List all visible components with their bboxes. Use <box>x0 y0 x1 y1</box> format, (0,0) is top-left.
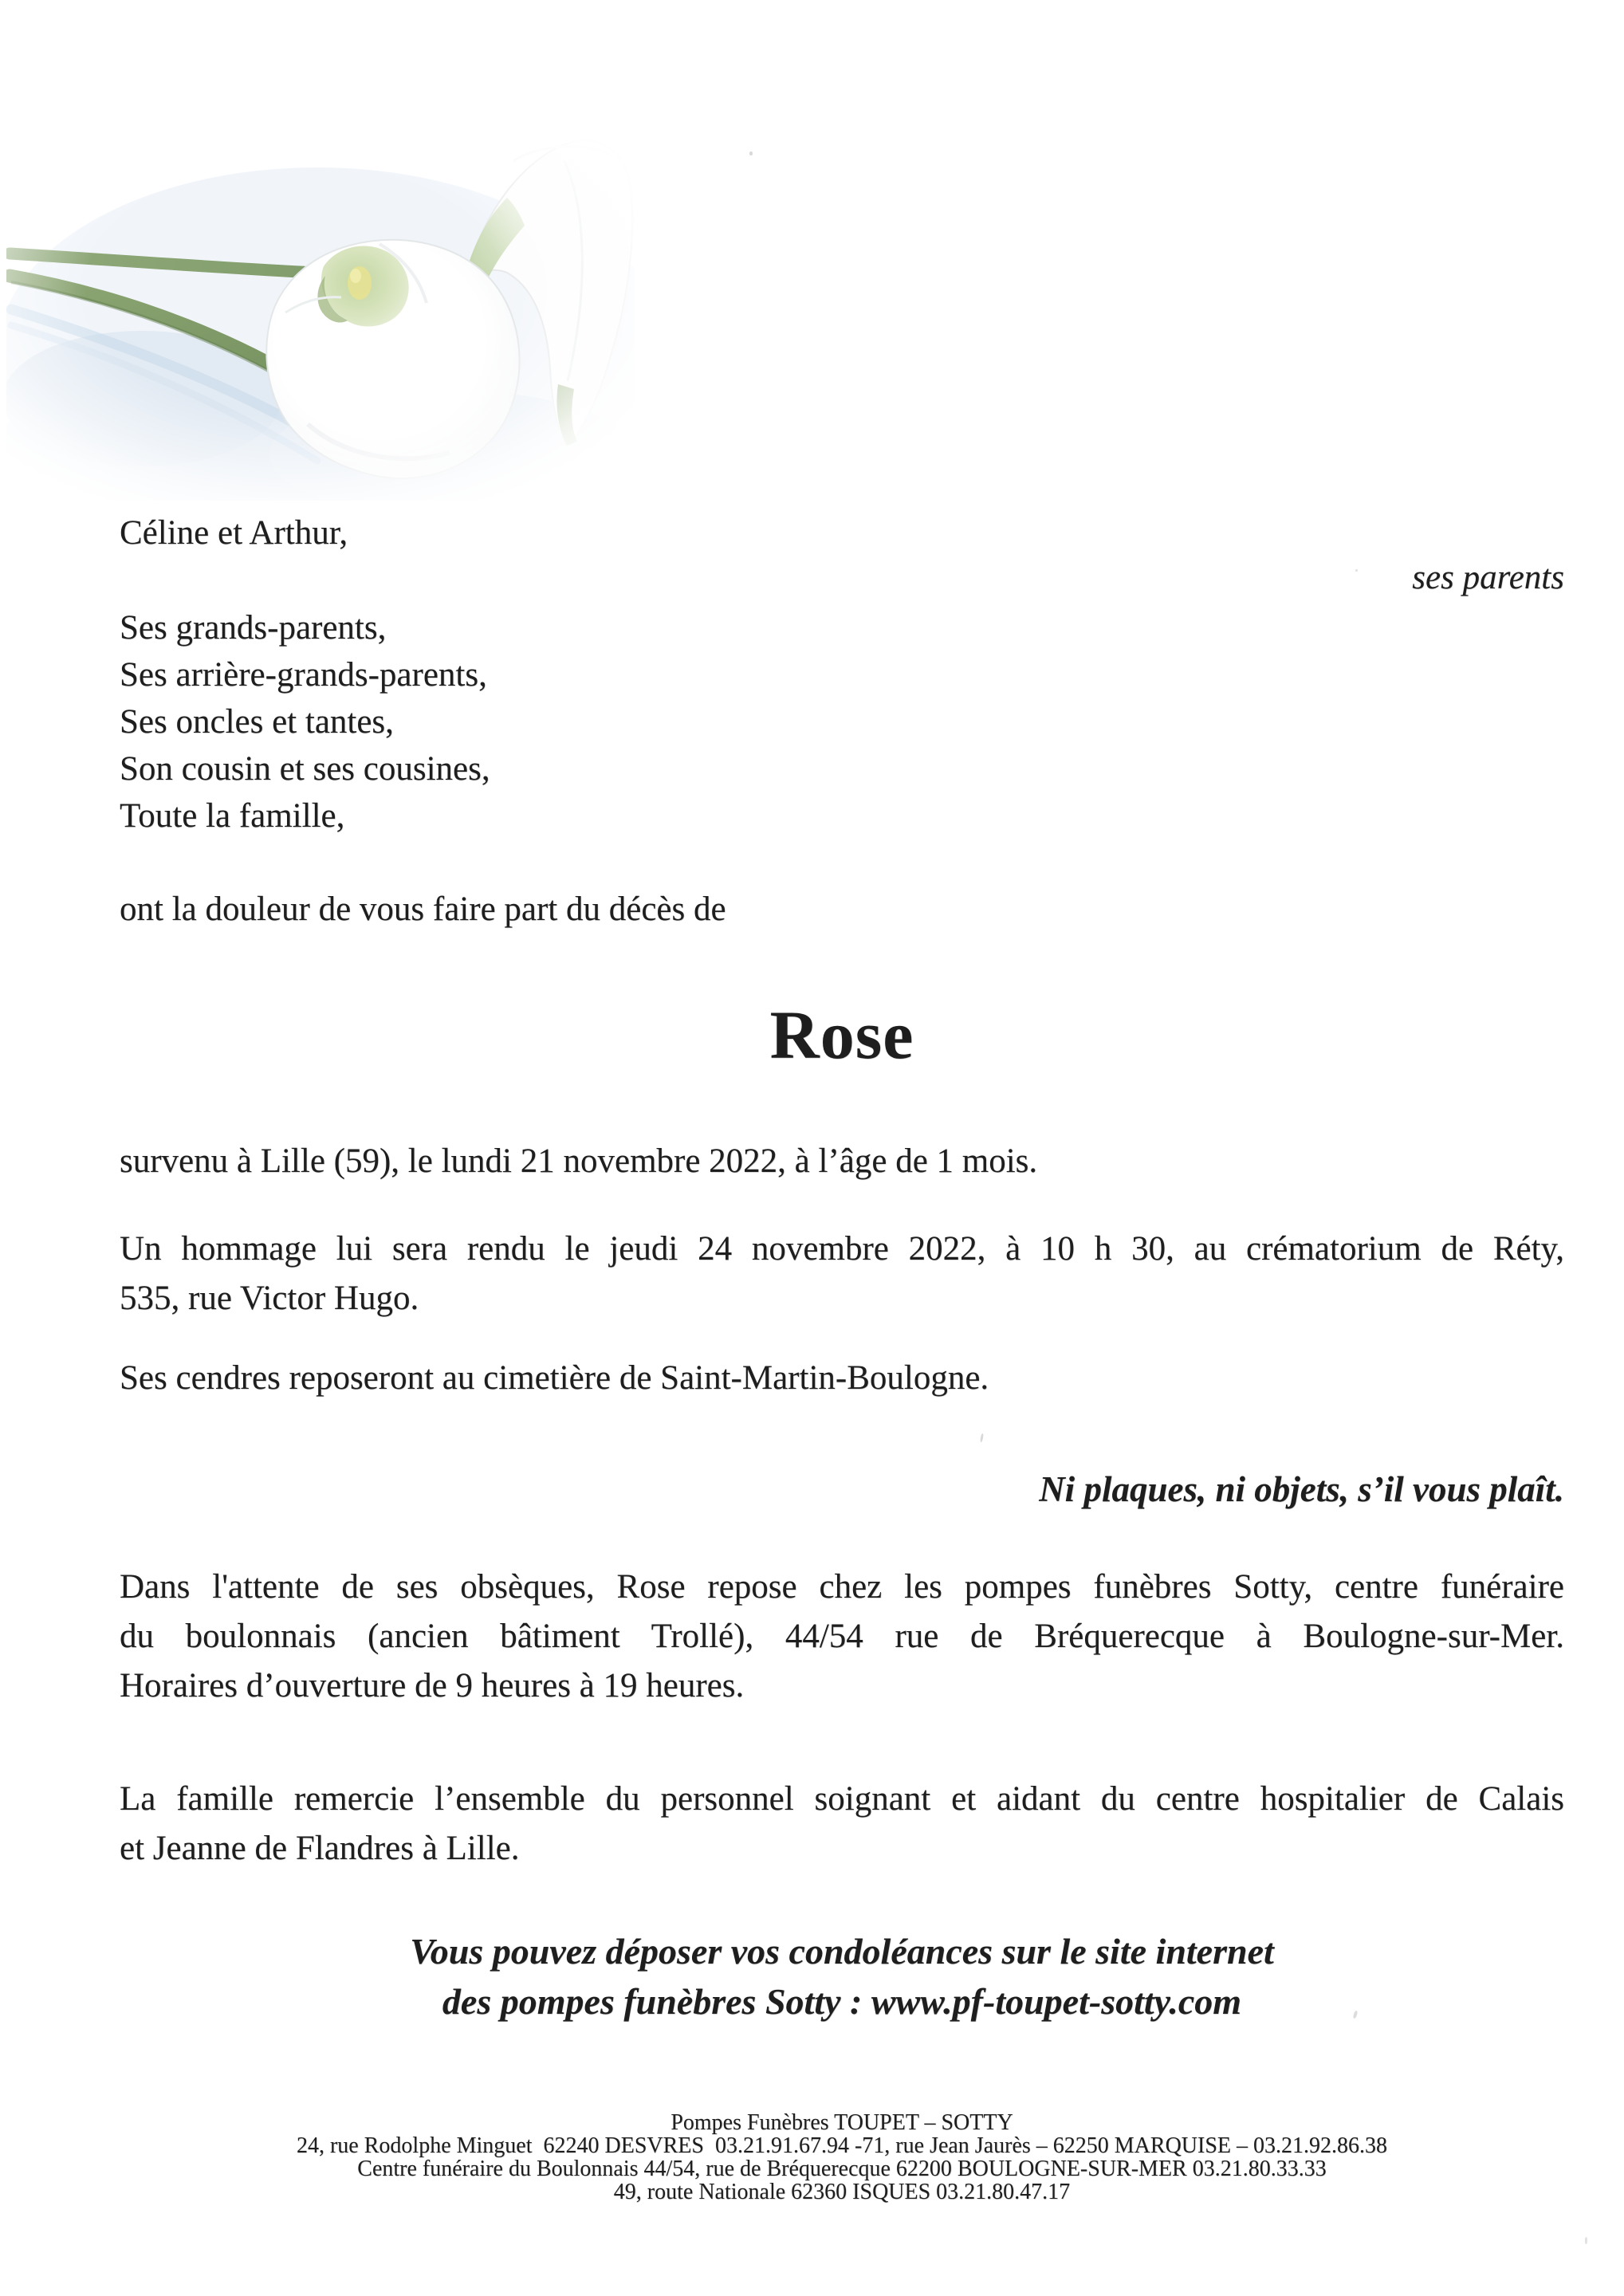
footer-address-line: Centre funéraire du Boulonnais 44/54, rue de Bréquerecque 62200 BOULOGNE-SUR-MER 03.21.80.33.33 <box>357 2156 1327 2181</box>
repose-line: Dans l'attente de ses obsèques, Rose repose chez les pompes funèbres Sotty, centre funéraire <box>120 1568 1564 1606</box>
scan-artifact-mark <box>1585 2237 1587 2244</box>
thanks-paragraph <box>120 1775 1564 1873</box>
repose-line: du boulonnais (ancien bâtiment Trollé), 44/54 rue de Bréquerecque à Boulogne-sur-Mer. <box>120 1618 1564 1655</box>
family-line: Son cousin et ses cousines, <box>120 750 490 788</box>
family-line: Ses arrière-grands-parents, <box>120 656 487 694</box>
thanks-line: La famille remercie l’ensemble du personnel soignant et aidant du centre hospitalier de Calais <box>120 1780 1564 1818</box>
thanks-line: et Jeanne de Flandres à Lille. <box>120 1830 520 1867</box>
parents-role-label: ses parents <box>1412 559 1564 596</box>
condolences-block <box>120 1926 1564 2027</box>
family-line: Toute la famille, <box>120 797 345 835</box>
condolences-line: Vous pouvez déposer vos condoléances sur le site internet <box>410 1931 1274 1972</box>
condolences-website-line: des pompes funèbres Sotty : www.pf-toupet-sotty.com <box>442 1981 1242 2022</box>
calla-lilies-photo <box>6 112 635 501</box>
family-line: Ses grands-parents, <box>120 609 387 647</box>
family-line: Ses oncles et tantes, <box>120 703 394 741</box>
announcement-intro: ont la douleur de vous faire part du décès de <box>120 890 726 928</box>
no-plaques-request: Ni plaques, ni objets, s’il vous plaît. <box>1039 1469 1564 1509</box>
tribute-paragraph <box>120 1225 1564 1323</box>
deceased-name: Rose <box>769 997 914 1073</box>
family-list <box>120 604 1564 839</box>
tribute-address-line: 535, rue Victor Hugo. <box>120 1280 419 1317</box>
footer-address-line: 49, route Nationale 62360 ISQUES 03.21.80.47.17 <box>613 2180 1071 2204</box>
funeral-home-footer <box>120 2111 1564 2204</box>
parents-names-line: Céline et Arthur, <box>120 514 348 552</box>
repose-hours-line: Horaires d’ouverture de 9 heures à 19 heures. <box>120 1667 745 1704</box>
calla-lilies-illustration <box>6 112 635 501</box>
tribute-line: Un hommage lui sera rendu le jeudi 24 novembre 2022, à 10 h 30, au crématorium de Réty, <box>120 1230 1564 1268</box>
scan-artifact-dot <box>1355 569 1358 572</box>
scan-artifact-dot <box>749 151 753 155</box>
repose-paragraph <box>120 1563 1564 1711</box>
footer-company-name: Pompes Funèbres TOUPET – SOTTY <box>670 2110 1013 2135</box>
ashes-line: Ses cendres reposeront au cimetière de Saint-Martin-Boulogne. <box>120 1359 989 1397</box>
footer-address-line: 24, rue Rodolphe Minguet 62240 DESVRES 03.21.91.67.94 -71, rue Jean Jaurès – 62250 MARQUISE – 03.21.92.86.38 <box>296 2133 1388 2158</box>
death-details-line: survenu à Lille (59), le lundi 21 novembre 2022, à l’âge de 1 mois. <box>120 1142 1038 1180</box>
scan-artifact-mark <box>980 1433 984 1442</box>
